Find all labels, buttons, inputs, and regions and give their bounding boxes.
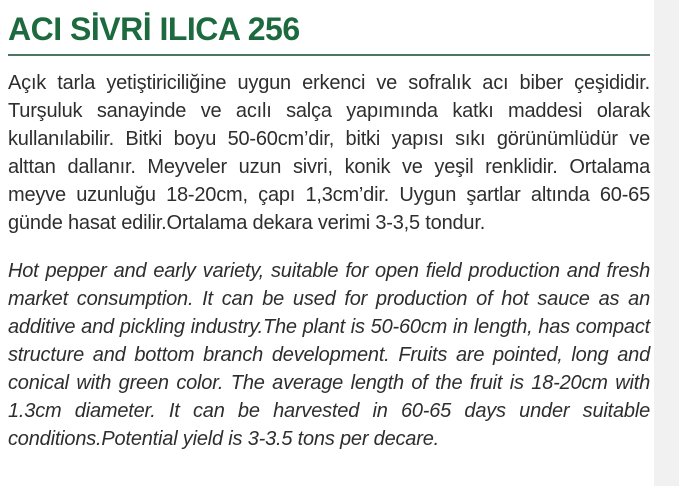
- right-margin-strip: [654, 0, 679, 486]
- description-english: Hot pepper and early variety, suitable for open field production and fresh market consumption. It can be used for production of hot sauce as an additive and pickling industry.The plant is 50-60cm in length, has compact structure and bottom branch development. Fruits are pointed, long and conical with green color. The average length of the fruit is 18-20cm with 1.3cm diameter. It can be harvested in 60-65 days under suitable conditions.Potential yield is 3-3.5 tons per decare.: [8, 260, 650, 451]
- description-turkish: Açık tarla yetiştiriciliğine uygun erkenci ve sofralık acı biber çeşididir. Turşuluk sanayinde ve acılı salça yapımında katkı maddesi olarak kullanılabilir. Bitki boyu 50-60cm’dir, bitki yapısı sıkı görünümlüdür ve alttan dallanır. Meyveler uzun sivri, konik ve yeşil renklidir. Ortalama meyve uzunluğu 18-20cm, çapı 1,3cm’dir. Uygun şartlar altında 60-65 günde hasat edilir.Ortalama dekara verimi 3-3,5 tondur.: [8, 72, 650, 235]
- page-title: ACI SİVRİ ILICA 256: [8, 11, 300, 47]
- page-content: [8, 0, 650, 453]
- title-underline: [8, 54, 650, 56]
